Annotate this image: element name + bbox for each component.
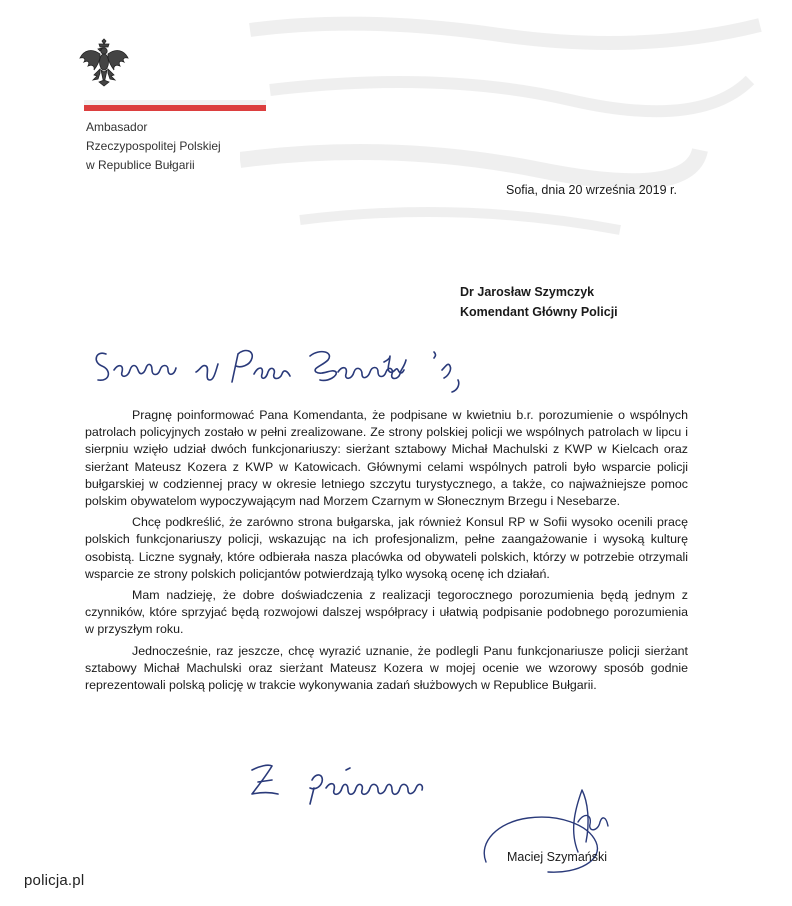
letter-body xyxy=(85,407,688,698)
sender-line: Ambasador xyxy=(86,120,148,134)
sender-block xyxy=(86,118,221,175)
signer-name: Maciej Szymański xyxy=(507,850,608,864)
body-paragraph: Chcę podkreślić, że zarówno strona bułgarska, jak również Konsul RP w Sofii wysoko ocenili pracę polskich funkcjonariuszy policji, wskazując na ich profesjonalizm, pełne zaangażowanie i wysoką kulturę osobistą. Liczne sygnały, które odbierała nasza placówka od obywateli polskich, którzy w potrzebie otrzymali wsparcie ze strony polskich policjantów potwierdzają tylko wysoką ocenę ich działań. xyxy=(85,515,688,581)
recipient-name: Dr Jarosław Szymczyk xyxy=(460,285,595,299)
polish-eagle-emblem-icon xyxy=(78,38,130,88)
flag-bar xyxy=(84,100,266,111)
body-paragraph: Pragnę poinformować Pana Komendanta, że podpisane w kwietniu b.r. porozumienie o wspólnych patrolach policyjnych zostało w pełni zrealizowane. Ze strony polskiej policji we wspólnych patrolach w lipcu i sierpniu wzięło udział dwóch funkcjonariuszy: sierżant sztabowy Michał Machulski z KWP w Kielcach oraz sierżant Mateusz Kozera z KWP w Katowicach. Głównymi celami wspólnych patroli było wsparcie policji bułgarskiej w codziennej pracy w okresie letniego szczytu turystycznego, a także, co najważniejsze pomoc polskim obywatelom wypoczywającym nad Morzem Czarnym w Słonecznym Brzegu i Nesebarze. xyxy=(85,408,688,509)
watermark-logo: policja.pl xyxy=(24,872,85,889)
letter-date: Sofia, dnia 20 września 2019 r. xyxy=(506,183,677,197)
bleed-through-shadow xyxy=(240,10,780,250)
handwritten-closing xyxy=(248,760,458,805)
sender-line: w Republice Bułgarii xyxy=(86,158,195,172)
sender-line: Rzeczypospolitej Polskiej xyxy=(86,139,221,153)
recipient-title: Komendant Główny Policji xyxy=(460,305,618,319)
body-paragraph: Mam nadzieję, że dobre doświadczenia z realizacji tegorocznego porozumienia będą jednym z czynników, które sprzyjać będą rozwojowi dalszej współpracy i ułatwią podpisanie podobnego porozumienia w przyszłym roku. xyxy=(85,588,688,637)
handwritten-greeting xyxy=(88,340,478,395)
recipient-block xyxy=(460,282,618,322)
flag-bar-red xyxy=(84,105,266,111)
body-paragraph: Jednocześnie, raz jeszcze, chcę wyrazić uznanie, że podlegli Panu funkcjonariusze policji sierżant sztabowy Michał Machulski oraz sierżant Mateusz Kozera w mojej ocenie we wzorowy sposób godnie reprezentowali polską policję w trakcie wykonywania zadań służbowych w Republice Bułgarii. xyxy=(85,643,688,693)
